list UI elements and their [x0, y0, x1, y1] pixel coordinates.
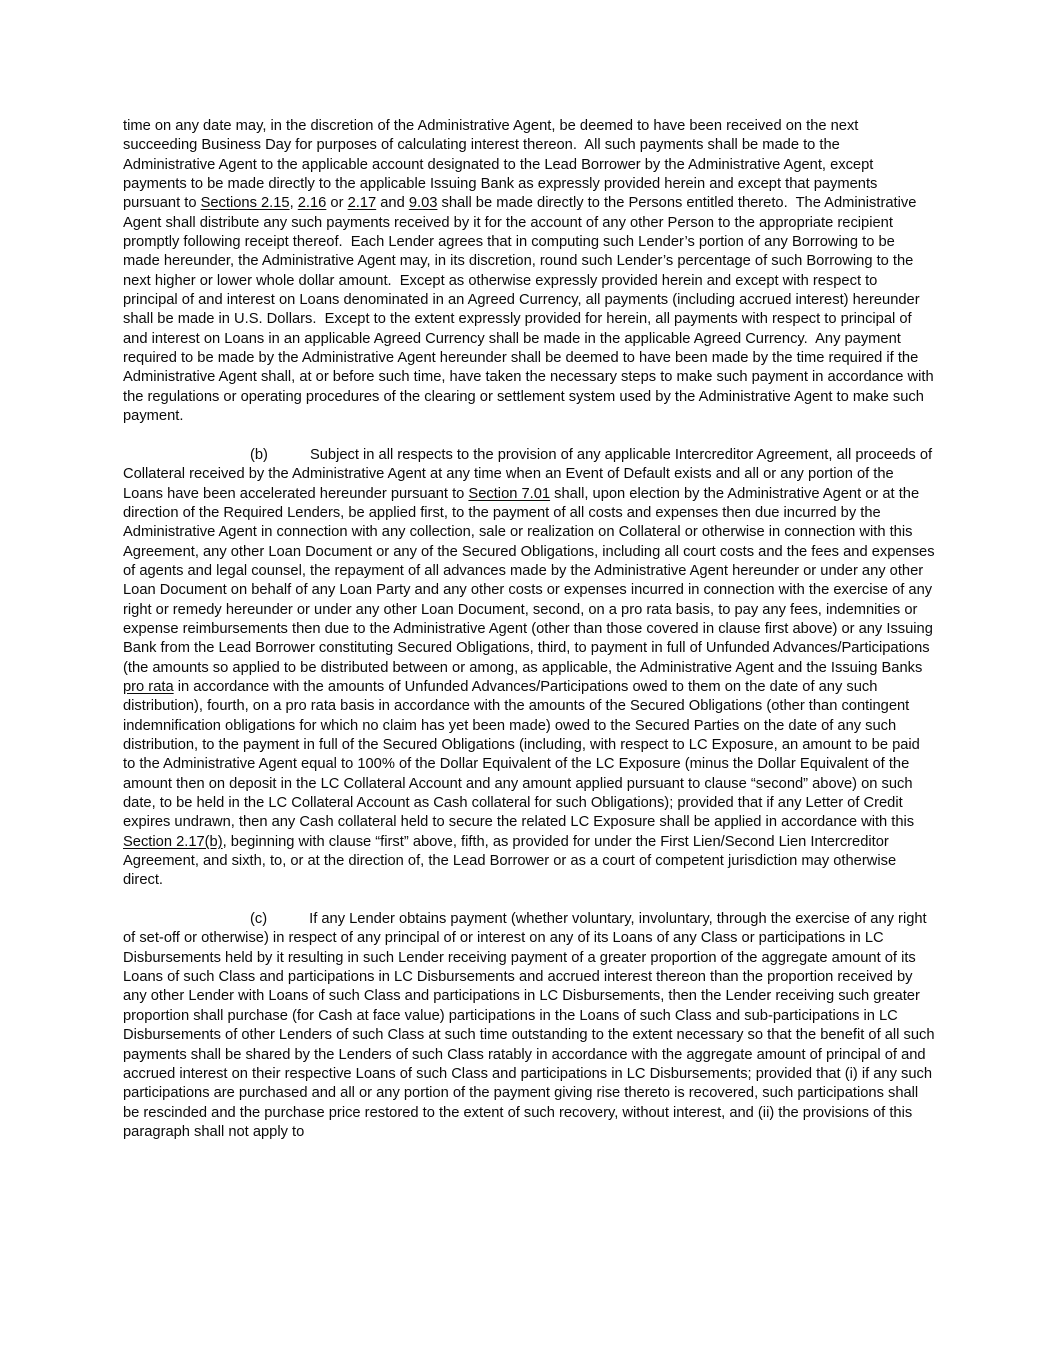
document-text-block [123, 117, 939, 1142]
section-reference: Section 7.01 [468, 485, 551, 502]
text-run: shall be made directly to the Persons entitled thereto. The Administrative Agent shall distribute any such payments received by it for the account of any other Person to the appropriate recipient promptly following receipt thereof. Each Lender agrees that in computing such Lender’s portion of any Borrowing to be made hereunder, the Administrative Agent may, in its discretion, round such Lender’s percentage of such Borrowing to the next higher or lower whole dollar amount. Except as otherwise expressly provided herein and except with respect to principal of and interest on Loans denominated in an Agreed Currency, all payments (including accrued interest) hereunder shall be made in U.S. Dollars. Except to the extent expressly provided for herein, all payments with respect to principal of and interest on Loans in an applicable Agreed Currency shall be made in the applicable Agreed Currency. Any payment required to be made by the Administrative Agent hereunder shall be deemed to have been made by the time required if the Administrative Agent shall, at or before such time, have taken the necessary steps to make such payment in accordance with the regulations or operating procedures of the clearing or settlement system used by the Administrative Agent to make such payment. [123, 195, 938, 425]
text-run: Subject in all respects to the provision of any applicable Intercreditor Agreement, all proceeds of Collateral received by the Administrative Agent at any time when an Event of Default exists and all or any portion of the Loans have been accelerated hereunder pursuant to [123, 446, 937, 502]
text-run: , [289, 195, 298, 212]
text-run: If any Lender obtains payment (whether voluntary, involuntary, through the exercise of any right of set-off or otherwise) in respect of any principal of or interest on any of its Loans of any Class or participations in LC Disbursements held by it resulting in such Lender receiving payment of a greater proportion of the aggregate amount of its Loans of such Class and participations in LC Disbursements and accrued interest thereon than the proportion received by any other Lender with Loans of such Class and participations in LC Disbursements, then the Lender receiving such greater proportion shall purchase (for Cash at face value) participations in the Loans of such Class and sub-participations in LC Disbursements of other Lenders of such Class at such time outstanding to the extent necessary so that the benefit of all such payments shall be shared by the Lenders of such Class ratably in accordance with the aggregate amount of principal of and accrued interest on their respective Loans of such Class and participations in LC Disbursements; provided that (i) if any such participations are purchased and all or any portion of the payment giving rise thereto is recovered, such participations shall be rescinded and the purchase price restored to the extent of such recovery, without interest, and (ii) the provisions of this paragraph shall not apply to [123, 911, 939, 1140]
section-reference: 2.16 [297, 195, 327, 212]
text-run: time on any date may, in the discretion of the Administrative Agent, be deemed to have been received on the next succeeding Business Day for purposes of calculating interest thereon. All such payments shall be made to the Administrative Agent to the applicable account designated to the Lead Borrower by the Administrative Agent, except payments to be made directly to the applicable Issuing Bank as expressly provided herein and except that payments pursuant to [123, 118, 882, 212]
text-run: and [376, 195, 409, 212]
paragraph-label: (b) [250, 446, 268, 463]
section-reference: pro rata [123, 678, 174, 695]
paragraph-b [123, 446, 939, 891]
paragraph-label: (c) [250, 911, 268, 928]
section-reference: 2.17 [347, 195, 377, 212]
section-reference: Section 2.17(b) [123, 833, 223, 850]
section-reference: Sections 2.15 [200, 195, 290, 212]
text-run: or [326, 195, 348, 212]
text-run: in accordance with the amounts of Unfunded Advances/Participations owed to them on the date of any such distribution), fourth, on a pro rata basis in accordance with the amounts of the Secured Obligations (other than contingent indemnification obligations for which no claim has yet been made) owed to the Secured Parties on the date of any such distribution, to the payment in full of the Secured Obligations (including, with respect to LC Exposure, an amount to be paid to the Administrative Agent equal to 100% of the Dollar Equivalent of the LC Exposure (minus the Dollar Equivalent of the amount then on deposit in the LC Collateral Account and any amount applied pursuant to clause “second” above) on such date, to be held in the LC Collateral Account as Cash collateral for such Obligations); provided that if any Letter of Credit expires undrawn, then any Cash collateral held to secure the related LC Exposure shall be applied in accordance with this [123, 678, 924, 831]
section-reference: 9.03 [408, 195, 438, 212]
text-run: , beginning with clause “first” above, fifth, as provided for under the First Lien/Second Lien Intercreditor Agreement, and sixth, to, or at the direction of, the Lead Borrower or as a court of competent jurisdiction may otherwise direct. [123, 833, 901, 889]
text-run: shall, upon election by the Administrative Agent or at the direction of the Required Lenders, be applied first, to the payment of all costs and expenses then due incurred by the Administrative Agent in connection with any collection, sale or realization on Collateral or otherwise in connection with this Agreement, any other Loan Document or any of the Secured Obligations, including all court costs and the fees and expenses of agents and legal counsel, the repayment of all advances made by the Administrative Agent hereunder or under any other Loan Document on behalf of any Loan Party and any other costs or expenses incurred in connection with the exercise of any right or remedy hereunder or under any other Loan Document, second, on a pro rata basis, to pay any fees, indemnities or expense reimbursements then due to the Administrative Agent (other than those covered in clause first above) or any Issuing Bank from the Lead Borrower constituting Secured Obligations, third, to payment in full of Unfunded Advances/Participations (the amounts so applied to be distributed between or among, as applicable, the Administrative Agent and the Issuing Banks [123, 485, 939, 676]
paragraph-a-continuation [123, 117, 938, 427]
paragraph-c [123, 910, 939, 1142]
